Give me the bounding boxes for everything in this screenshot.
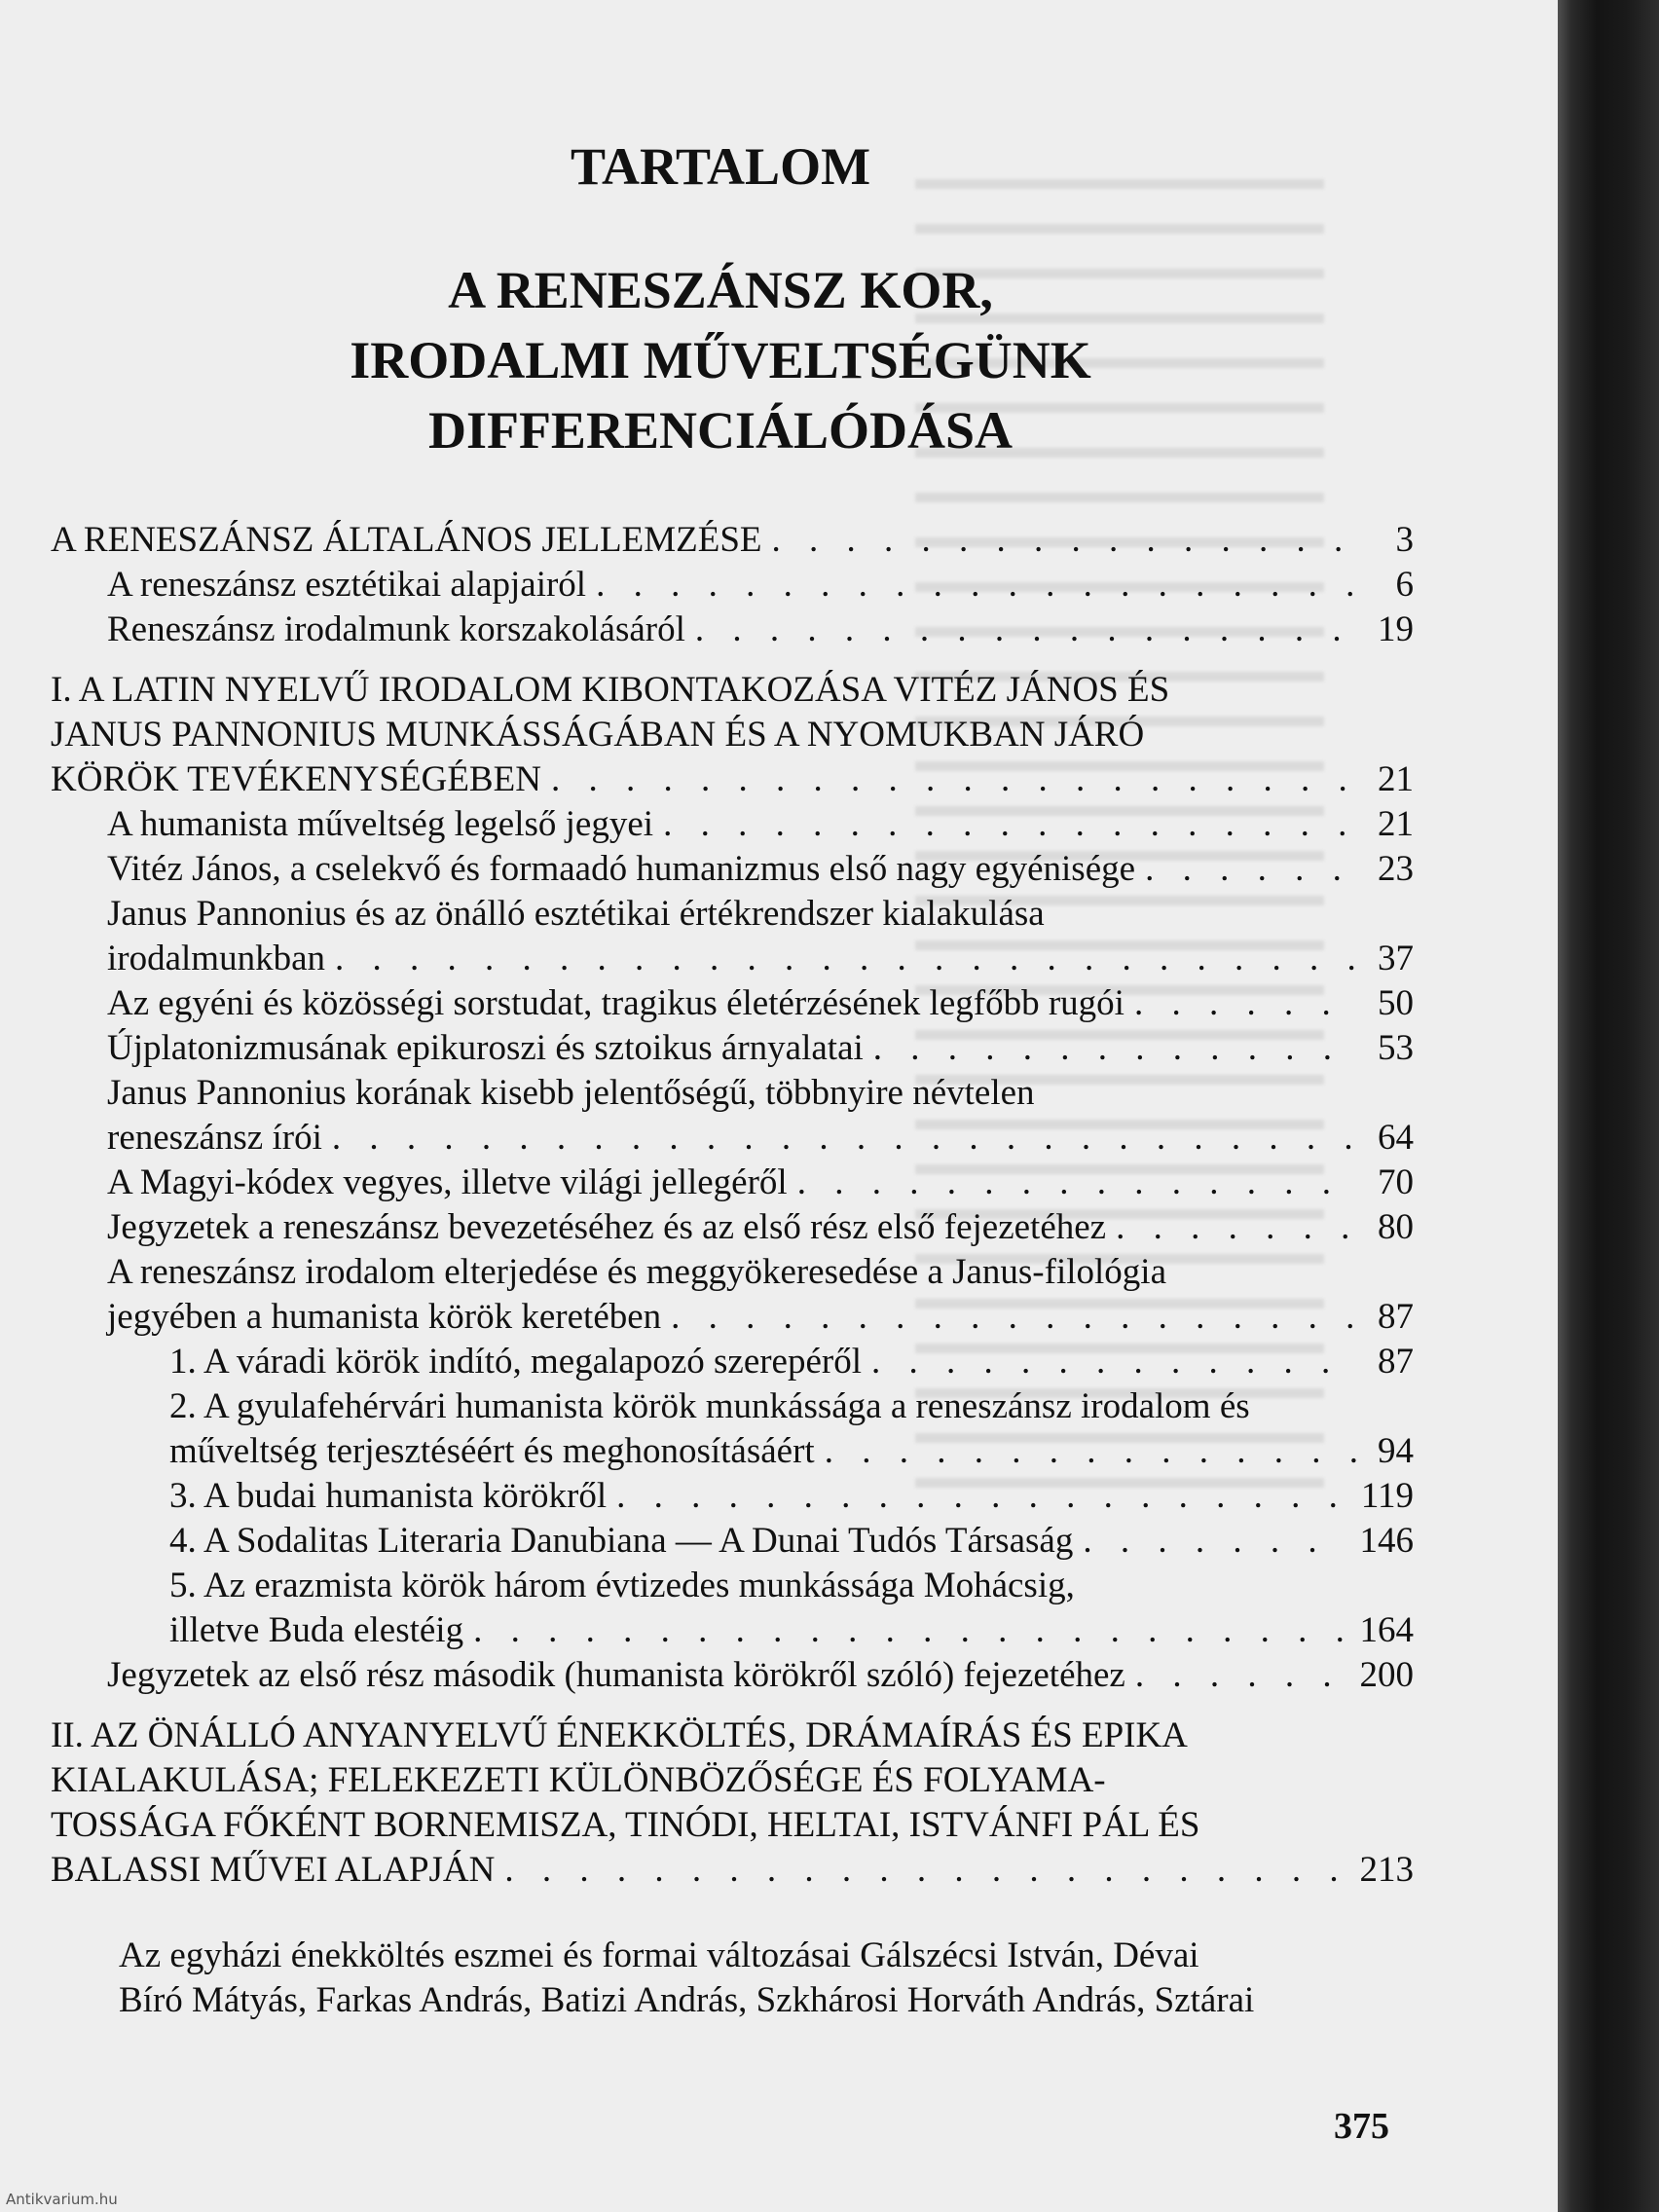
toc-entry-title: irodalmunkban bbox=[107, 939, 326, 978]
toc-entry bbox=[51, 1714, 1414, 1893]
toc-line bbox=[51, 1714, 1414, 1758]
toc-page-number: 119 bbox=[1360, 1476, 1414, 1516]
toc-entry-title: Jegyzetek a reneszánsz bevezetéséhez és az első rész első fejezetéhez bbox=[107, 1207, 1107, 1247]
toc-entry bbox=[51, 1519, 1414, 1564]
toc-page-number: 6 bbox=[1395, 565, 1414, 605]
toc-line bbox=[107, 608, 1414, 652]
toc-page-number: 164 bbox=[1359, 1610, 1414, 1650]
dot-leader bbox=[1135, 847, 1357, 892]
toc-entry bbox=[51, 1026, 1414, 1071]
toc-line bbox=[107, 892, 1414, 937]
toc-entry bbox=[51, 518, 1414, 563]
toc-line bbox=[169, 1429, 1414, 1474]
toc-entry bbox=[51, 1161, 1414, 1205]
toc-line bbox=[107, 1295, 1414, 1340]
toc-line bbox=[107, 1161, 1414, 1205]
toc-page-number: 19 bbox=[1378, 609, 1414, 649]
toc-page-number: 80 bbox=[1378, 1207, 1414, 1247]
dot-leader bbox=[607, 1474, 1344, 1519]
dot-leader bbox=[495, 1848, 1342, 1893]
dot-leader bbox=[1073, 1519, 1342, 1564]
toc-entry bbox=[51, 981, 1414, 1026]
toc-line bbox=[107, 563, 1414, 608]
dot-leader bbox=[586, 563, 1357, 608]
toc-line bbox=[107, 802, 1414, 847]
toc-line bbox=[107, 1026, 1414, 1071]
toc-line bbox=[51, 1803, 1414, 1848]
toc-line bbox=[169, 1519, 1414, 1564]
toc-page-number: 94 bbox=[1378, 1431, 1414, 1471]
toc-entry-title: Vitéz János, a cselekvő és formaadó humanizmus első nagy egyénisége bbox=[107, 849, 1136, 889]
toc-line bbox=[107, 847, 1414, 892]
toc-line bbox=[169, 1340, 1414, 1384]
toc-entry-title: KÖRÖK TEVÉKENYSÉGÉBEN bbox=[51, 759, 541, 799]
toc-page-number: 3 bbox=[1395, 520, 1414, 560]
toc-entry-title: jegyében a humanista körök keretében bbox=[107, 1297, 662, 1337]
toc-entry-title: 2. A gyulafehérvári humanista körök munkássága a reneszánsz irodalom és bbox=[169, 1386, 1250, 1426]
toc-line bbox=[51, 757, 1414, 802]
toc-line bbox=[51, 713, 1414, 757]
part-title-line-1: A RENESZÁNSZ KOR, bbox=[448, 261, 993, 319]
toc-line bbox=[169, 1564, 1414, 1608]
toc-entry-title: Janus Pannonius és az önálló esztétikai értékrendszer kialakulása bbox=[107, 894, 1045, 934]
toc-page-number: 50 bbox=[1378, 983, 1414, 1023]
toc-line bbox=[107, 1205, 1414, 1250]
toc-entry bbox=[51, 1250, 1414, 1340]
toc-page-number: 70 bbox=[1378, 1162, 1414, 1202]
toc-entry bbox=[51, 1653, 1414, 1698]
toc-entry bbox=[51, 563, 1414, 608]
toc-entry-title: 5. Az erazmista körök három évtizedes munkássága Mohácsig, bbox=[169, 1566, 1075, 1605]
part-title-line-3: DIFFERENCIÁLÓDÁSA bbox=[427, 401, 1014, 460]
toc-line bbox=[107, 937, 1414, 981]
dot-leader bbox=[685, 608, 1357, 652]
dot-leader bbox=[1125, 1653, 1343, 1698]
toc-entry-continued bbox=[119, 1934, 1414, 2023]
dot-leader bbox=[862, 1340, 1357, 1384]
dot-leader bbox=[762, 518, 1357, 563]
dot-leader bbox=[463, 1608, 1342, 1653]
table-of-contents bbox=[51, 518, 1414, 1893]
toc-entry-title: A reneszánsz esztétikai alapjairól bbox=[107, 565, 587, 605]
toc-page-number: 200 bbox=[1359, 1655, 1414, 1695]
toc-entry-title: Az egyéni és közösségi sorstudat, tragikus életérzésének legfőbb rugói bbox=[107, 983, 1124, 1023]
toc-entry bbox=[51, 1474, 1414, 1519]
toc-entry-line: Bíró Mátyás, Farkas András, Batizi András, Szkhárosi Horváth András, Sztárai bbox=[119, 1980, 1255, 2020]
toc-line bbox=[51, 1848, 1414, 1893]
toc-line bbox=[107, 1071, 1414, 1116]
toc-line bbox=[107, 1653, 1414, 1698]
page-number: 375 bbox=[1334, 2106, 1389, 2147]
toc-entry-title: Jegyzetek az első rész második (humanista körökről szóló) fejezetéhez bbox=[107, 1655, 1125, 1695]
toc-entry bbox=[51, 892, 1414, 981]
toc-entry bbox=[51, 1205, 1414, 1250]
dot-leader bbox=[815, 1429, 1357, 1474]
toc-entry-title: 4. A Sodalitas Literaria Danubiana — A Dunai Tudós Társaság bbox=[169, 1521, 1074, 1561]
toc-page-number: 53 bbox=[1378, 1028, 1414, 1068]
toc-entry-title: illetve Buda elestéig bbox=[169, 1610, 464, 1650]
dot-leader bbox=[788, 1161, 1357, 1205]
toc-line bbox=[107, 981, 1414, 1026]
page-title: TARTALOM bbox=[570, 137, 871, 196]
toc-entry bbox=[51, 802, 1414, 847]
dot-leader bbox=[541, 757, 1357, 802]
toc-entry-title: 1. A váradi körök indító, megalapozó szerepéről bbox=[169, 1342, 863, 1382]
toc-line bbox=[169, 1474, 1414, 1519]
toc-entry-title: BALASSI MŰVEI ALAPJÁN bbox=[51, 1850, 496, 1890]
toc-page-number: 213 bbox=[1359, 1850, 1414, 1890]
toc-entry bbox=[51, 1384, 1414, 1474]
toc-entry-title: reneszánsz írói bbox=[107, 1118, 322, 1158]
toc-line bbox=[107, 1250, 1414, 1295]
toc-page-number: 37 bbox=[1378, 939, 1414, 978]
toc-line bbox=[51, 668, 1414, 713]
toc-line bbox=[169, 1384, 1414, 1429]
toc-line bbox=[107, 1116, 1414, 1161]
toc-page-number: 87 bbox=[1378, 1342, 1414, 1382]
toc-entry-title: Janus Pannonius korának kisebb jelentőségű, többnyire névtelen bbox=[107, 1073, 1035, 1113]
dot-leader bbox=[661, 1295, 1357, 1340]
toc-page-number: 87 bbox=[1378, 1297, 1414, 1337]
toc-entry bbox=[51, 608, 1414, 652]
toc-entry bbox=[51, 1071, 1414, 1161]
toc-page-number: 23 bbox=[1378, 849, 1414, 889]
toc-entry-title: A reneszánsz irodalom elterjedése és meggyökeresedése a Janus-filológia bbox=[107, 1252, 1166, 1292]
toc-entry bbox=[51, 1564, 1414, 1653]
book-edge bbox=[1558, 0, 1659, 2212]
toc-entry bbox=[51, 668, 1414, 802]
toc-line bbox=[51, 518, 1414, 563]
toc-entry-title: JANUS PANNONIUS MUNKÁSSÁGÁBAN ÉS A NYOMUKBAN JÁRÓ bbox=[51, 715, 1145, 755]
dot-leader bbox=[1106, 1205, 1357, 1250]
toc-entry-title: TOSSÁGA FŐKÉNT BORNEMISZA, TINÓDI, HELTAI, ISTVÁNFI PÁL ÉS bbox=[51, 1805, 1200, 1845]
toc-entry-title: A humanista műveltség legelső jegyei bbox=[107, 804, 654, 844]
dot-leader bbox=[653, 802, 1357, 847]
toc-entry bbox=[51, 1340, 1414, 1384]
toc-entry-title: A RENESZÁNSZ ÁLTALÁNOS JELLEMZÉSE bbox=[51, 520, 762, 560]
toc-entry-title: KIALAKULÁSA; FELEKEZETI KÜLÖNBÖZŐSÉGE ÉS FOLYAMA- bbox=[51, 1760, 1106, 1800]
toc-entry-title: I. A LATIN NYELVŰ IRODALOM KIBONTAKOZÁSA VITÉZ JÁNOS ÉS bbox=[51, 670, 1170, 710]
toc-page-number: 146 bbox=[1359, 1521, 1414, 1561]
toc-page-number: 21 bbox=[1378, 759, 1414, 799]
toc-entry-title: A Magyi-kódex vegyes, illetve világi jellegéről bbox=[107, 1162, 788, 1202]
toc-page-number: 21 bbox=[1378, 804, 1414, 844]
part-title bbox=[0, 255, 1441, 465]
dot-leader bbox=[322, 1116, 1357, 1161]
dot-leader bbox=[325, 937, 1357, 981]
toc-line bbox=[169, 1608, 1414, 1653]
toc-entry bbox=[51, 847, 1414, 892]
toc-entry-line: Az egyházi énekköltés eszmei és formai változásai Gálszécsi István, Dévai bbox=[119, 1936, 1199, 1975]
part-title-line-2: IRODALMI MŰVELTSÉGÜNK bbox=[350, 331, 1091, 389]
watermark: Antikvarium.hu bbox=[6, 2191, 118, 2208]
toc-entry-title: Újplatonizmusának epikuroszi és sztoikus árnyalatai bbox=[107, 1028, 864, 1068]
dot-leader bbox=[864, 1026, 1357, 1071]
toc-page-number: 64 bbox=[1378, 1118, 1414, 1158]
toc-line bbox=[51, 1758, 1414, 1803]
dot-leader bbox=[1124, 981, 1357, 1026]
toc-entry-title: 3. A budai humanista körökről bbox=[169, 1476, 608, 1516]
toc-entry-title: Reneszánsz irodalmunk korszakolásáról bbox=[107, 609, 685, 649]
toc-entry-title: II. AZ ÖNÁLLÓ ANYANYELVŰ ÉNEKKÖLTÉS, DRÁMAÍRÁS ÉS EPIKA bbox=[51, 1715, 1188, 1755]
toc-entry-title: műveltség terjesztéséért és meghonosításáért bbox=[169, 1431, 815, 1471]
